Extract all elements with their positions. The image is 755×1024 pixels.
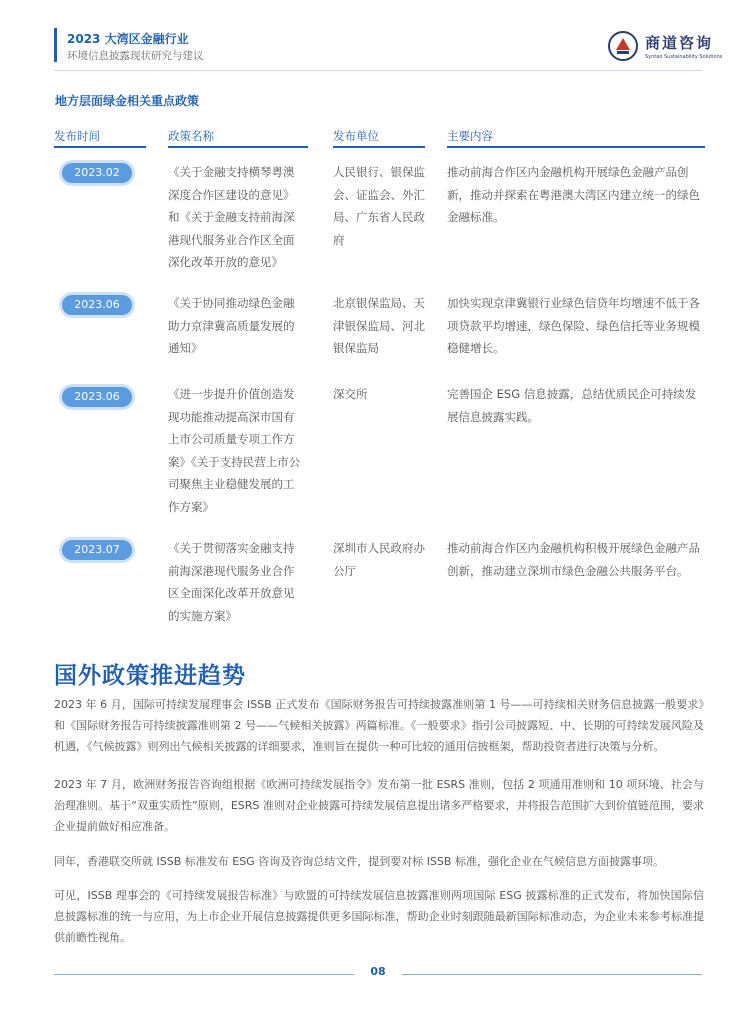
policy-content: 推动前海合作区内金融机构积极开展绿色金融产品创新，推动建立深圳市绿色金融公共服务平台。 bbox=[447, 541, 700, 578]
policy-content: 推动前海合作区内金融机构开展绿色金融产品创新，推动并探索在粤港澳大湾区内建立统一的绿色金融标准。 bbox=[447, 165, 700, 224]
col-header-issuer: 发布单位 bbox=[333, 129, 379, 143]
paragraph: 2023 年 7 月，欧洲财务报告咨询组根据《欧洲可持续发展指令》发布第一批 ESRS 准则，包括 2 项通用准则和 10 项环境、社会与治理准则。基于“双重实质性”原则，ESRS 准则对企业披露可持续发展信息提出诸多严格要求，并将报告范围扩大到价值链范围，要求企业提前做好相应准备。 bbox=[54, 778, 704, 833]
policy-issuer: 深圳市人民政府办公厅 bbox=[333, 541, 425, 578]
col-header-content: 主要内容 bbox=[447, 129, 493, 143]
date-pill: 2023.07 bbox=[62, 540, 132, 560]
footer-line-right bbox=[402, 974, 702, 975]
date-pill: 2023.06 bbox=[62, 295, 132, 315]
col-underline bbox=[168, 146, 308, 148]
date-pill: 2023.02 bbox=[62, 163, 132, 183]
header-subtitle: 环境信息披露现状研究与建议 bbox=[67, 50, 204, 62]
logo-text: 商道咨询 bbox=[645, 34, 714, 52]
section-title: 地方层面绿金相关重点政策 bbox=[55, 94, 200, 108]
foreign-policy-title: 国外政策推进趋势 bbox=[54, 663, 246, 689]
header-divider bbox=[54, 70, 702, 71]
header-title: 2023 大湾区金融行业 bbox=[67, 32, 189, 46]
policy-name: 《关于金融支持横琴粤澳深度合作区建设的意见》和《关于金融支持前海深港现代服务业合作区全面深化改革开放的意见》 bbox=[168, 165, 295, 269]
policy-issuer: 深交所 bbox=[333, 387, 368, 401]
col-underline bbox=[54, 146, 146, 148]
policy-content: 完善国企 ESG 信息披露，总结优质民企可持续发展信息披露实践。 bbox=[447, 387, 697, 424]
footer-line-left bbox=[54, 974, 354, 975]
policy-name: 《关于贯彻落实金融支持前海深港现代服务业合作区全面深化改革开放意见的实施方案》 bbox=[168, 541, 295, 623]
paragraph: 2023 年 6 月，国际可持续发展理事会 ISSB 正式发布《国际财务报告可持续披露准则第 1 号——可持续相关财务信息披露一般要求》和《国际财务报告可持续披露准则第 2 号——气候相关披露》两篇标准。《一般要求》指引公司披露短、中、长期的可持续发展风险及机遇，《气候披露》则列出气候相关披露的详细要求，准则旨在提供一种可比较的通用信披框架，帮助投资者进行决策与分析。 bbox=[54, 698, 704, 753]
policy-issuer: 人民银行、银保监会、证监会、外汇局、广东省人民政府 bbox=[333, 165, 425, 247]
logo-tagline: Syntao Sustainability Solutions bbox=[645, 54, 723, 60]
syntao-logo bbox=[607, 30, 723, 64]
date-pill: 2023.06 bbox=[62, 387, 132, 407]
col-header-name: 政策名称 bbox=[168, 129, 214, 143]
policy-content: 加快实现京津冀银行业绿色信贷年均增速不低于各项贷款平均增速，绿色保险、绿色信托等业务规模稳健增长。 bbox=[447, 296, 700, 355]
paragraph: 同年，香港联交所就 ISSB 标准发布 ESG 咨询及咨询总结文件，提到要对标 ISSB 标准，强化企业在气候信息方面披露事项。 bbox=[54, 855, 664, 868]
syntao-logo-mark-icon bbox=[607, 30, 639, 62]
col-underline bbox=[447, 146, 705, 148]
policy-name: 《进一步提升价值创造发现功能推动提高深市国有上市公司质量专项工作方案》《关于支持民营上市公司聚焦主业稳健发展的工作方案》 bbox=[168, 387, 301, 514]
policy-name: 《关于协同推动绿色金融助力京津冀高质量发展的通知》 bbox=[168, 296, 295, 355]
col-underline bbox=[333, 146, 425, 148]
paragraph: 可见，ISSB 理事会的《可持续发展报告标准》与欧盟的可持续发展信息披露准则两项国际 ESG 披露标准的正式发布，将加快国际信息披露标准的统一与应用，为上市企业开展信息披露提供更多国际标准，帮助企业时刻跟随最新国际标准动态，为企业未来参考标准提供前瞻性视角。 bbox=[54, 889, 704, 944]
header-accent-bar bbox=[54, 28, 57, 62]
policy-issuer: 北京银保监局、天津银保监局、河北银保监局 bbox=[333, 296, 425, 355]
page-number: 08 bbox=[370, 965, 386, 978]
col-header-date: 发布时间 bbox=[54, 129, 100, 143]
